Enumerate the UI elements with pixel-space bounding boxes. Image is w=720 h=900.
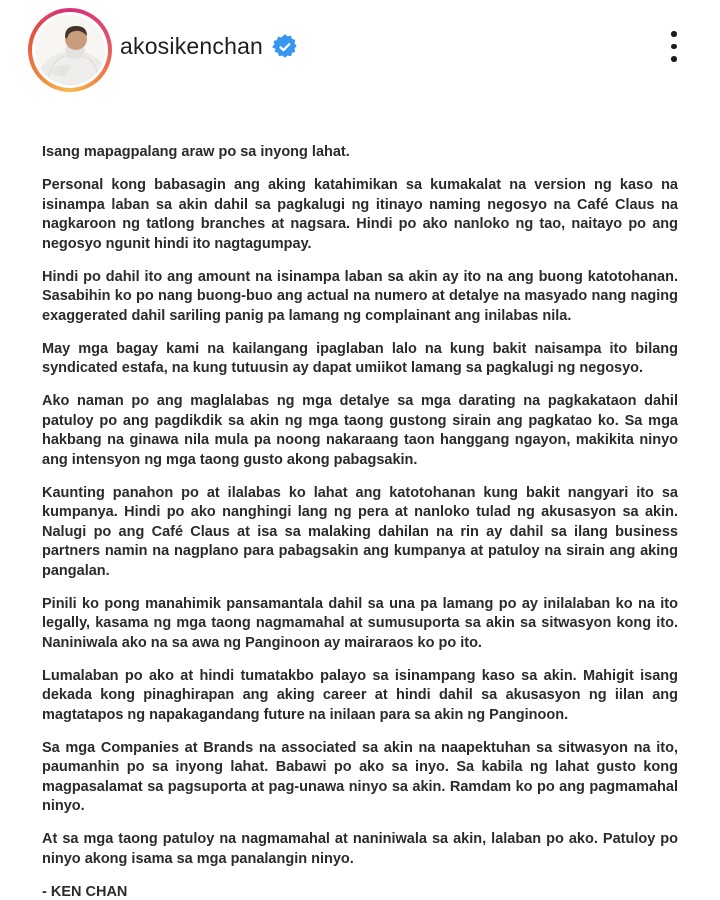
- kebab-dot: [671, 56, 677, 62]
- signature: - KEN CHAN: [42, 883, 128, 900]
- person-illustration: [35, 15, 105, 85]
- statement-paragraph: At sa mga taong patuloy na nagmamahal at naniniwala sa akin, lalaban po ako. Patuloy po ninyo akong isama sa mga panalangin ninyo.: [42, 831, 678, 867]
- kebab-dot: [671, 31, 677, 37]
- statement-paragraph: Kaunting panahon po at ilalabas ko lahat ang katotohanan kung bakit nangyari ito sa kumpanya. Hindi po ako nanghingi lang ng pera at nanloko tulad ng akusasyon sa akin. Nalugi po ang Café Claus at isa sa malaking dahilan na rin ay dahil sa ilang business partners namin na nagplano para pabagsakin ang kumpanya at patuloy na sirain ang aking pangalan.: [42, 484, 678, 579]
- statement-paragraph: Personal kong babasagin ang aking katahimikan sa kumakalat na version ng kaso na isinampa laban sa akin dahil sa pagkalugi ng itinayo naming negosyo na Café Claus na nagkaroon ng tatlong branches at nagsara. Hindi po ako nanloko ng tao, naitayo po ang negosyo ngunit hindi ito nagtagumpay.: [42, 177, 678, 252]
- statement-paragraph: Hindi po dahil ito ang amount na isinampa laban sa akin ay ito na ang buong katotohanan. Sasabihin ko po nang buong-buo ang actual na numero at detalye na masyado nang naging exaggerated dahil sariling panig pa lamang ng complainant ang inilabas nila.: [42, 268, 678, 324]
- statement-paragraph: Lumalaban po ako at hindi tumatakbo palayo sa isinampang kaso sa akin. Mahigit isang dekada kong pinaghirapan ang aking career at hindi dahil sa akusasyon ng iilan ang magtatapos ng napakagandang future na inilaan para sa akin ng Panginoon.: [42, 667, 678, 723]
- verified-badge-icon: [272, 34, 298, 60]
- statement-paragraph: May mga bagay kami na kailangang ipaglaban lalo na kung bakit naisampa ito bilang syndicated estafa, na kung tutuusin ay dapat umiikot lamang sa pagkalugi ng negosyo.: [42, 340, 678, 376]
- avatar-ring-gap: [32, 12, 108, 88]
- profile-photo: [35, 15, 105, 85]
- profile-avatar[interactable]: [28, 8, 112, 92]
- username[interactable]: akosikenchan: [120, 32, 264, 59]
- more-options-icon[interactable]: [665, 29, 683, 64]
- statement-paragraph: Ako naman po ang maglalabas ng mga detalye sa mga darating na pagkakataon dahil patuloy po ang pagdikdik sa akin ng mga taong gustong sirain ang pagkatao ko. Sa mga hakbang na ginawa nila mula pa noong nakaraang taon hanggang ngayon, makikita ninyo ang intensyon ng mga taong gusto akong pabagsakin.: [42, 393, 678, 468]
- statement-body: [42, 143, 678, 900]
- statement-paragraph: Isang mapagpalang araw po sa inyong lahat.: [42, 144, 350, 160]
- identity-row: [120, 0, 298, 92]
- statement-paragraph: Pinili ko pong manahimik pansamantala dahil sa una pa lamang po ay inilalaban ko na ito legally, kasama ng mga taong nagmamahal at sumusuporta sa akin sa sitwasyon kong ito. Naniniwala ako na sa awa ng Panginoon ay mairaraos ko po ito.: [42, 595, 678, 651]
- kebab-dot: [671, 44, 677, 50]
- statement-paragraph: Sa mga Companies at Brands na associated sa akin na naapektuhan sa sitwasyon na ito, paumanhin po sa inyong lahat. Babawi po ako sa inyo. Sa kabila ng lahat gusto kong magpasalamat sa pagsuporta at pag-unawa ninyo sa akin. Ramdam ko po ang pagmamahal ninyo.: [42, 739, 678, 814]
- post-header: [0, 0, 720, 110]
